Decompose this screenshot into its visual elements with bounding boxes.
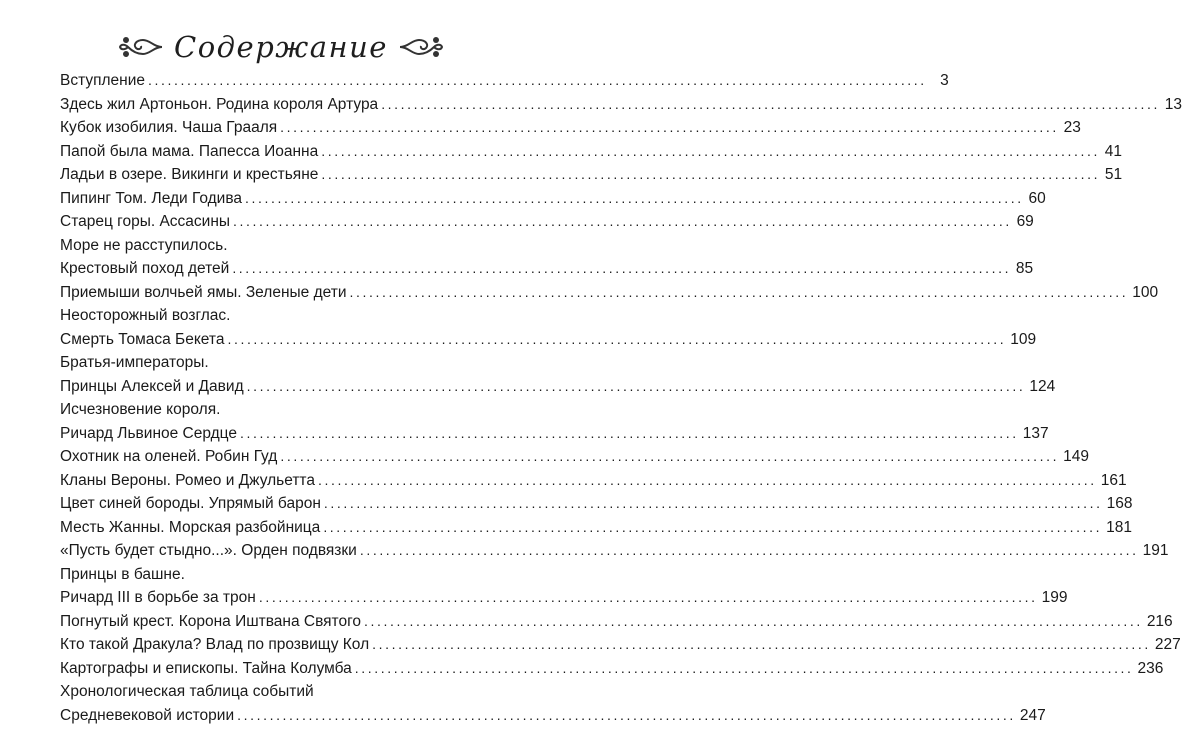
toc-entry-title: Папой была мама. Папесса Иоанна (60, 142, 319, 160)
toc-entry[interactable] (60, 116, 1081, 140)
toc-entry-title: Море не расступилось. (60, 236, 228, 254)
toc-entry-title: Старец горы. Ассасины (60, 213, 231, 230)
toc-entry-title: Неосторожный возглас. (60, 307, 231, 324)
toc-entry[interactable] (60, 492, 1133, 516)
toc-entry[interactable] (60, 163, 1123, 187)
dot-leader: ........................................................................................................................ (148, 72, 927, 88)
toc-entry-page: 124 (1029, 377, 1056, 395)
toc-entry-title: Кто такой Дракула? Влад по прозвищу Кол (60, 636, 370, 653)
toc-entry[interactable] (60, 680, 474, 704)
toc-entry[interactable] (60, 469, 1127, 493)
toc-entry-title: Охотник на оленей. Робин Гуд (60, 448, 278, 465)
toc-entry[interactable] (60, 304, 474, 328)
toc-entry-page: 13 (1164, 95, 1182, 113)
toc-entry-title: Ричард Львиное Сердце (60, 424, 238, 442)
toc-entry[interactable] (60, 140, 1122, 164)
toc-entry[interactable] (60, 187, 1046, 211)
toc-entry-page: 51 (1104, 166, 1123, 183)
toc-entry[interactable] (60, 69, 949, 93)
toc-entry-page: 60 (1028, 189, 1046, 207)
dot-leader: ........................................................................................................................ (240, 424, 1019, 441)
toc-entry-title: Здесь жил Артоньон. Родина короля Артура (60, 95, 379, 113)
toc-entry[interactable] (60, 375, 1056, 399)
toc-entry-title: Вступление (60, 72, 146, 89)
toc-entry[interactable] (60, 351, 474, 375)
toc-entry-title: Месть Жанны. Морская разбойница (60, 518, 321, 536)
toc-entry-title: Принцы Алексей и Давид (60, 377, 244, 395)
toc-entry[interactable] (60, 516, 1132, 540)
toc-entry-title: Ричард III в борьбе за трон (60, 589, 256, 606)
toc-entry[interactable] (60, 93, 1182, 117)
toc-entry-title: Братья-императоры. (60, 354, 209, 371)
toc-entry[interactable] (60, 398, 474, 422)
toc-entry-title: Исчезновение короля. (60, 401, 221, 418)
toc-entry-title: Хронологическая таблица событий (60, 683, 314, 700)
toc-entry[interactable] (60, 657, 1164, 681)
table-of-contents (60, 69, 1182, 727)
dot-leader: ........................................................................................................................ (245, 189, 1024, 206)
flourish-ornament-left-icon (118, 34, 164, 60)
dot-leader: ........................................................................................................................ (280, 448, 1060, 464)
dot-leader: ........................................................................................................................ (364, 612, 1143, 629)
dot-leader: ........................................................................................................................ (317, 471, 1097, 488)
toc-entry-page: 181 (1106, 518, 1132, 536)
toc-entry-title: Принцы в башне. (60, 565, 185, 583)
toc-entry[interactable] (60, 328, 1037, 352)
toc-entry-page: 216 (1146, 612, 1173, 630)
toc-entry[interactable] (60, 210, 1034, 234)
toc-entry-page: 149 (1063, 448, 1089, 465)
toc-entry-title: Картографы и епископы. Тайна Колумба (60, 659, 352, 677)
toc-entry[interactable] (60, 539, 1169, 563)
toc-entry-page: 41 (1104, 142, 1122, 160)
toc-entry[interactable] (60, 704, 1046, 728)
dot-leader: ........................................................................................................................ (354, 659, 1134, 676)
toc-entry-page: 3 (940, 72, 949, 89)
toc-entry-title: Кланы Вероны. Ромео и Джульетта (60, 471, 315, 489)
dot-leader: ........................................................................................................................ (246, 377, 1026, 394)
dot-leader: ........................................................................................................................ (232, 260, 1012, 276)
toc-entry[interactable] (60, 422, 1049, 446)
toc-entry-title: Кубок изобилия. Чаша Грааля (60, 119, 278, 136)
toc-entry[interactable] (60, 633, 1181, 657)
toc-entry[interactable] (60, 563, 474, 587)
toc-entry-page: 137 (1022, 424, 1049, 442)
dot-leader: ........................................................................................................................ (381, 95, 1160, 112)
toc-entry-page: 247 (1019, 706, 1046, 724)
toc-entry-page: 161 (1100, 471, 1127, 489)
dot-leader: ........................................................................................................................ (237, 706, 1016, 723)
toc-entry[interactable] (60, 610, 1173, 634)
toc-entry[interactable] (60, 234, 474, 258)
toc-entry-title: Цвет синей бороды. Упрямый барон (60, 495, 321, 512)
toc-entry-page: 23 (1063, 119, 1081, 136)
toc-entry-title: Приемыши волчьей ямы. Зеленые дети (60, 283, 347, 301)
toc-entry-title: «Пусть будет стыдно...». Орден подвязки (60, 542, 357, 559)
toc-entry-page: 109 (1010, 330, 1037, 348)
toc-entry-title: Смерть Томаса Бекета (60, 330, 225, 348)
toc-entry-title: Крестовый поход детей (60, 260, 230, 277)
toc-entry-page: 199 (1041, 589, 1068, 606)
dot-leader: ........................................................................................................................ (359, 542, 1139, 558)
dot-leader: ........................................................................................................................ (321, 142, 1100, 159)
toc-header (0, 22, 562, 72)
toc-entry[interactable] (60, 257, 1034, 281)
dot-leader: ........................................................................................................................ (227, 330, 1007, 347)
dot-leader: ........................................................................................................................ (258, 589, 1038, 605)
page-title: Содержание (174, 30, 388, 64)
dot-leader: ........................................................................................................................ (321, 166, 1101, 182)
toc-entry[interactable] (60, 281, 1159, 305)
toc-entry-title: Пипинг Том. Леди Годива (60, 189, 242, 207)
dot-leader: ........................................................................................................................ (323, 495, 1103, 511)
dot-leader: ........................................................................................................................ (349, 283, 1129, 300)
toc-entry-title: Ладьи в озере. Викинги и крестьяне (60, 166, 319, 183)
toc-entry[interactable] (60, 445, 1089, 469)
toc-entry-page: 168 (1106, 495, 1133, 512)
toc-entry-page: 227 (1154, 636, 1181, 653)
toc-entry-title: Погнутый крест. Корона Иштвана Святого (60, 612, 362, 630)
toc-entry-page: 191 (1142, 542, 1169, 559)
dot-leader: ........................................................................................................................ (323, 518, 1103, 535)
toc-entry-page: 100 (1132, 283, 1159, 301)
dot-leader: ........................................................................................................................ (233, 213, 1012, 229)
dot-leader: ........................................................................................................................ (280, 119, 1059, 135)
toc-entry-page: 85 (1015, 260, 1034, 277)
dot-leader: ........................................................................................................................ (372, 636, 1151, 652)
toc-entry-title: Средневековой истории (60, 706, 235, 724)
flourish-ornament-right-icon (398, 34, 444, 60)
toc-entry[interactable] (60, 586, 1068, 610)
toc-entry-page: 236 (1137, 659, 1164, 677)
toc-entry-page: 69 (1016, 213, 1034, 230)
